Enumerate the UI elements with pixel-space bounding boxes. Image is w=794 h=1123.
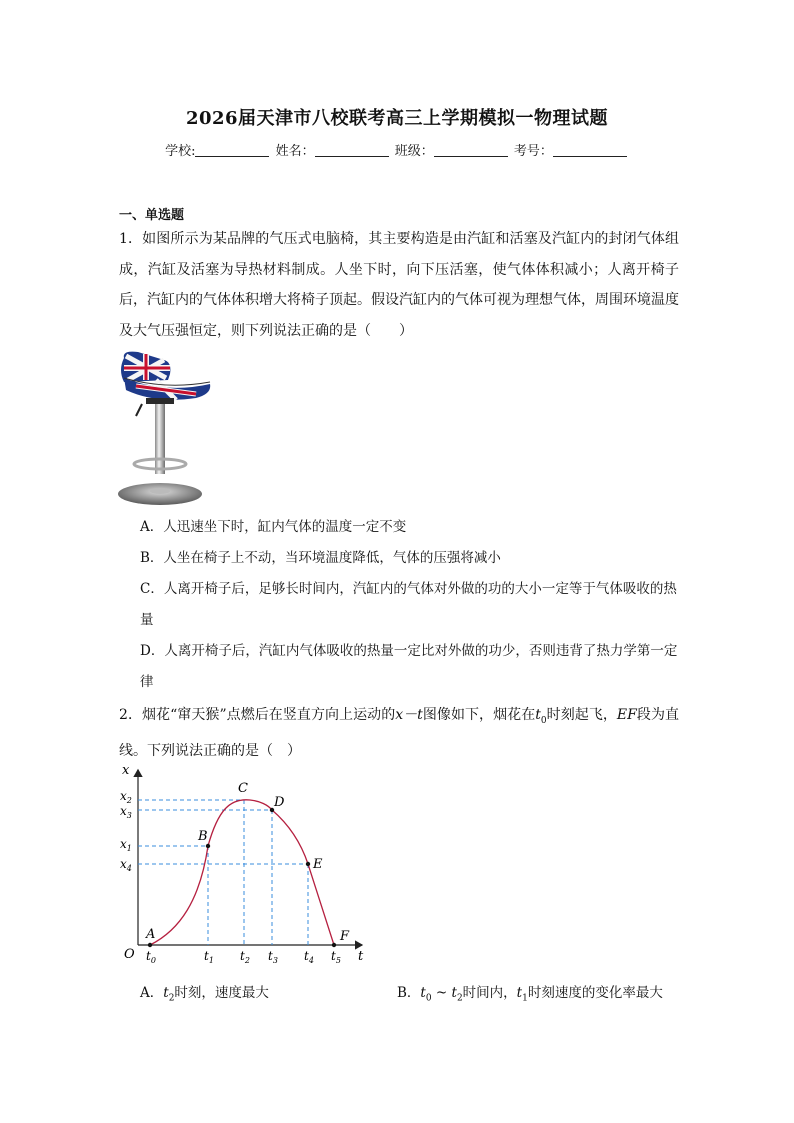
class-label: 班级： xyxy=(394,144,434,159)
q2-stem-part-b: 图像如下，烟花在 xyxy=(422,707,536,723)
q2-opt-b-mid: 时间内， xyxy=(462,985,517,1001)
svg-text:t2: $t_2$ xyxy=(240,949,250,965)
x-t-graph xyxy=(110,760,380,970)
dashed-guides xyxy=(138,800,308,945)
svg-text:x4: $x_4$ xyxy=(120,857,132,873)
school-label: 学校: xyxy=(165,144,196,159)
q2-opt-b-t1: t xyxy=(516,985,523,1001)
t-tick-labels xyxy=(146,949,341,965)
question-1-option-d[interactable]: D．人离开椅子后，汽缸内气体吸收的热量一定比对外做的功少，否则违背了热力学第一定律 xyxy=(140,643,678,690)
q2-opt-a-post: 时刻，速度最大 xyxy=(174,985,269,1001)
q2-ef: EF xyxy=(616,707,637,723)
point-d-label: D xyxy=(274,795,285,810)
point-a-label: A xyxy=(146,927,156,942)
svg-text:t0: $t_0$ xyxy=(146,949,156,965)
x-t-curve xyxy=(150,800,334,945)
school-blank[interactable] xyxy=(195,143,269,157)
student-info-line xyxy=(0,140,794,159)
question-1-option-b[interactable]: B．人坐在椅子上不动，当环境温度降低，气体的压强将减小 xyxy=(140,550,501,566)
svg-text:t4: $t_4$ xyxy=(304,949,314,965)
point-b-label: B xyxy=(198,829,208,844)
axis-t-label: t xyxy=(358,949,364,964)
question-1-option-a[interactable]: A．人迅速坐下时，缸内气体的温度一定不变 xyxy=(140,519,407,535)
q2-stem-part-c: 时刻起飞， xyxy=(546,707,617,723)
q2-opt-b-t0-sub: 0 xyxy=(425,993,432,1004)
q2-opt-a-sub: 2 xyxy=(168,993,175,1004)
point-e-label: E xyxy=(313,857,323,872)
q2-opt-b-t0: t xyxy=(420,985,426,1001)
page-title: 2026届天津市八校联考高三上学期模拟一物理试题 xyxy=(185,108,609,129)
svg-text:x1: $x_1$ xyxy=(120,837,132,853)
question-2-stem xyxy=(119,700,679,767)
q2-xt: x－t xyxy=(395,707,423,723)
question-2-option-a[interactable] xyxy=(140,978,380,1014)
point-f-label: F xyxy=(340,929,350,944)
class-blank[interactable] xyxy=(434,143,508,157)
q2-stem-part-a: 2．烟花“窜天猴”点燃后在竖直方向上运动的 xyxy=(119,707,396,723)
section-heading: 一、单选题 xyxy=(119,208,185,223)
q2-opt-b-t2: t xyxy=(451,985,457,1001)
gas-chair-image xyxy=(116,350,216,508)
question-1-option-c[interactable]: C．人离开椅子后，足够长时间内，汽缸内的气体对外做的功的大小一定等于气体吸收的热量 xyxy=(140,581,677,628)
q2-opt-b-pre: B． xyxy=(397,985,421,1001)
question-1-stem: 1．如图所示为某品牌的气压式电脑椅，其主要构造是由汽缸和活塞及汽缸内的封闭气体组成，汽缸及活塞为导热材料制成。人坐下时，向下压活塞，使气体体积减小；人离开椅子后，汽缸内的气体体积增大将椅子顶起。假设汽缸内的气体可视为理想气体，周围环境温度及大气压强恒定，则下列说法正确的是（ ） xyxy=(119,231,679,339)
name-blank[interactable] xyxy=(315,143,389,157)
svg-text:t5: $t_5$ xyxy=(331,949,341,965)
q2-opt-a-pre: A． xyxy=(140,985,164,1001)
svg-text:t1: $t_1$ xyxy=(204,949,214,965)
svg-text:x2: $x_2$ xyxy=(120,789,132,805)
exam-no-label: 考号： xyxy=(513,144,553,159)
q2-stem-part-d: 段为直线。下列说法正确的是（ ） xyxy=(119,707,680,760)
q2-opt-b-t1-sub: 1 xyxy=(522,993,528,1004)
svg-text:t3: $t_3$ xyxy=(268,949,278,965)
q2-opt-b-t2-sub: 2 xyxy=(456,993,463,1004)
question-2-option-b[interactable] xyxy=(397,978,687,1014)
q2-opt-b-tilde: ~ xyxy=(431,985,452,1001)
svg-text:x3: $x_3$ xyxy=(120,804,132,820)
point-c-label: C xyxy=(238,781,248,796)
q2-opt-b-post: 时刻速度的变化率最大 xyxy=(527,985,663,1001)
axis-x-label: x xyxy=(122,763,130,778)
q2-t0-sub: 0 xyxy=(540,715,547,726)
q2-opt-a-t: t xyxy=(163,985,169,1001)
name-label: 姓名： xyxy=(275,144,315,159)
origin-label: O xyxy=(124,947,135,962)
exam-no-blank[interactable] xyxy=(553,143,627,157)
curve-points xyxy=(148,808,336,947)
q2-t0: t xyxy=(535,707,541,723)
x-tick-labels xyxy=(120,789,132,873)
